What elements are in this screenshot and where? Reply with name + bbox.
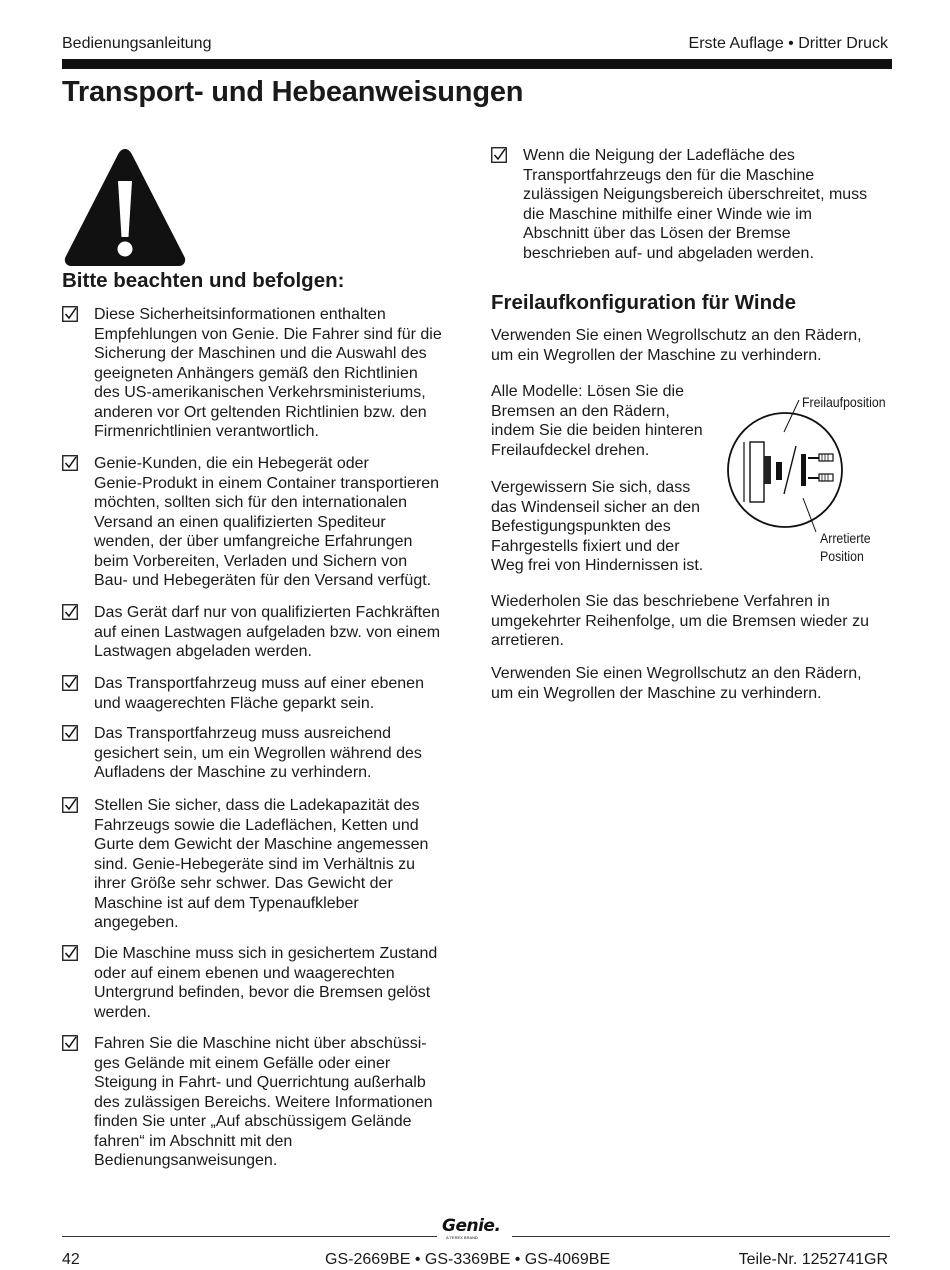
paragraph-line: umgekehrter Reihenfolge, um die Bremsen wieder zu: [491, 612, 869, 630]
list-item-line: ihrer Größe sehr schwer. Das Gewicht der: [94, 875, 393, 892]
genie-logo-tagline: A TEREX BRAND: [446, 1235, 478, 1240]
paragraph-line: Weg frei von Hindernissen ist.: [491, 557, 704, 574]
list-item-line: Empfehlungen von Genie. Die Fahrer sind für die: [94, 325, 442, 343]
list-item-text: [94, 724, 464, 783]
list-item-line: werden.: [94, 1003, 151, 1021]
header-rule: [62, 59, 892, 69]
list-item-line: auf einen Lastwagen aufgeladen bzw. von einem: [94, 623, 441, 641]
paragraph-wheel-chocks: [491, 326, 891, 365]
list-item-line: Diese Sicherheitsinformationen enthalten: [94, 306, 386, 323]
checkbox-checked-icon: [62, 797, 78, 813]
paragraph-line: Verwenden Sie einen Wegrollschutz an den Rädern,: [491, 665, 862, 682]
list-item-line: Abschnitt über das Lösen der Bremse: [523, 225, 791, 242]
list-item-line: Versand an einen qualifizierten Spediteur: [94, 513, 386, 531]
paragraph-winch-cable: [491, 478, 726, 576]
list-item-line: Aufladens der Maschine zu verhindern.: [94, 764, 372, 781]
list-item-line: Bau- und Hebegeräten für den Versand verfügt.: [94, 572, 432, 589]
list-item-line: Gurte dem Gewicht der Maschine angemessen: [94, 836, 429, 853]
list-item-line: Firmenrichtlinien verantwortlich.: [94, 423, 319, 440]
paragraph-line: Befestigungspunkten des: [491, 518, 671, 535]
list-item-line: finden Sie unter „Auf abschüssigem Gelände: [94, 1113, 412, 1130]
footer-rule-left: [62, 1236, 437, 1237]
list-item-line: ges Gelände mit einem Gefälle oder einer: [94, 1054, 391, 1072]
list-item-text: [94, 674, 464, 713]
paragraph-line: um ein Wegrollen der Maschine zu verhindern.: [491, 346, 822, 364]
checkbox-checked-icon: [62, 1035, 78, 1051]
list-item-text: [94, 454, 464, 591]
checkbox-checked-icon: [62, 675, 78, 691]
paragraph-release-brakes: [491, 382, 726, 460]
list-item-text: [94, 944, 464, 1022]
list-item-line: fahren“ im Abschnitt mit den: [94, 1132, 293, 1150]
list-item-line: Das Transportfahrzeug muss auf einer ebenen: [94, 675, 424, 692]
freewheel-diagram: [724, 390, 894, 570]
list-item-line: Transportfahrzeugs den für die Maschine: [523, 166, 815, 184]
list-item-text: [523, 146, 891, 263]
list-item-line: Bedienungsanweisungen.: [94, 1152, 278, 1169]
list-item-text: [94, 796, 464, 933]
list-item-line: Maschine ist auf dem Typenaufkleber: [94, 894, 359, 912]
list-item-line: Wenn die Neigung der Ladefläche des: [523, 147, 795, 164]
footer-rule-right: [512, 1236, 890, 1237]
list-item-line: Stellen Sie sicher, dass die Ladekapazität des: [94, 797, 420, 814]
list-item-line: des zulässigen Bereichs. Weitere Informationen: [94, 1093, 433, 1111]
paragraph-reverse-procedure: [491, 592, 891, 651]
paragraph-line: um ein Wegrollen der Maschine zu verhindern.: [491, 684, 822, 702]
list-item-line: Lastwagen abgeladen werden.: [94, 643, 312, 660]
list-item-line: Genie-Kunden, die ein Hebegerät oder: [94, 455, 369, 472]
header-edition: Erste Auflage • Dritter Druck: [688, 35, 888, 52]
header-manual-title: Bedienungsanleitung: [62, 35, 212, 52]
list-item-line: angegeben.: [94, 914, 179, 931]
list-item-line: Fahren Sie die Maschine nicht über abschüssi-: [94, 1035, 427, 1052]
list-item-line: oder auf einem ebenen und waagerechten: [94, 964, 395, 982]
paragraph-line: Verwenden Sie einen Wegrollschutz an den Rädern,: [491, 327, 862, 344]
checkbox-checked-icon: [491, 147, 507, 163]
warning-triangle-icon: [62, 145, 188, 268]
section-heading-winch: Freilaufkonfiguration für Winde: [491, 291, 797, 314]
list-item-line: und waagerechten Fläche geparkt sein.: [94, 694, 375, 712]
list-item-line: Untergrund befinden, bevor die Bremsen gelöst: [94, 984, 431, 1001]
list-item-line: wenden, der über umfangreiche Erfahrungen: [94, 533, 413, 550]
list-item-line: Die Maschine muss sich in gesichertem Zustand: [94, 945, 438, 962]
list-item-line: Fahrzeugs sowie die Ladeflächen, Ketten und: [94, 816, 419, 834]
checkbox-checked-icon: [62, 725, 78, 741]
footer-part-number: Teile-Nr. 1252741GR: [738, 1251, 888, 1268]
list-item-line: Sicherung der Maschinen und die Auswahl des: [94, 345, 427, 362]
section-heading-safety: Bitte beachten und befolgen:: [62, 269, 345, 292]
paragraph-line: Vergewissern Sie sich, dass: [491, 479, 691, 496]
list-item-line: gesichert sein, um ein Wegrollen während des: [94, 744, 422, 762]
genie-logo: [442, 1218, 508, 1240]
list-item-line: Steigung in Fahrt- und Querrichtung außerhalb: [94, 1074, 426, 1091]
paragraph-line: Freilaufdeckel drehen.: [491, 441, 650, 459]
list-item-line: des US-amerikanischen Verkehrsministeriums,: [94, 384, 426, 401]
paragraph-line: Wiederholen Sie das beschriebene Verfahren in: [491, 593, 830, 610]
list-item-line: beschrieben auf- und abgeladen werden.: [523, 244, 814, 262]
diagram-label-locked-1: Arretierte: [820, 530, 871, 546]
checkbox-checked-icon: [62, 604, 78, 620]
list-item-line: möchten, sollten sich für den internationalen: [94, 494, 408, 511]
diagram-label-freewheel: Freilaufposition: [802, 394, 886, 410]
list-item-text: [94, 603, 464, 662]
list-item-line: die Maschine mithilfe einer Winde wie im: [523, 205, 812, 223]
paragraph-line: Alle Modelle: Lösen Sie die: [491, 383, 685, 400]
page-title: Transport- und Hebeanweisungen: [62, 76, 524, 108]
paragraph-line: das Windenseil sicher an den: [491, 498, 701, 516]
list-item-line: Das Transportfahrzeug muss ausreichend: [94, 725, 392, 742]
paragraph-line: Bremsen an den Rädern,: [491, 402, 670, 420]
list-item-text: [94, 305, 464, 442]
list-item-text: [94, 1034, 464, 1171]
genie-logo-wordmark: Genie.: [442, 1216, 501, 1236]
diagram-label-locked-2: Position: [820, 548, 864, 564]
paragraph-line: arretieren.: [491, 632, 564, 649]
list-item-line: zulässigen Neigungsbereich überschreitet, muss: [523, 186, 868, 203]
footer-models: GS-2669BE • GS-3369BE • GS-4069BE: [325, 1251, 611, 1268]
checkbox-checked-icon: [62, 945, 78, 961]
list-item-line: beim Vorbereiten, Verladen und Sichern von: [94, 552, 408, 570]
paragraph-line: indem Sie die beiden hinteren: [491, 422, 703, 439]
page-number: 42: [62, 1251, 80, 1268]
paragraph-line: Fahrgestells fixiert und der: [491, 537, 680, 555]
paragraph-wheel-chocks-repeat: [491, 664, 891, 703]
list-item-line: anderen vor Ort geltenden Richtlinien bzw. den: [94, 403, 427, 421]
list-item-line: sind. Genie-Hebegeräte sind im Verhältnis zu: [94, 855, 416, 873]
checkbox-checked-icon: [62, 306, 78, 322]
list-item-line: geeigneten Anhängers gemäß den Richtlinien: [94, 364, 418, 382]
list-item-line: Genie-Produkt in einem Container transportieren: [94, 474, 440, 492]
list-item-line: Das Gerät darf nur von qualifizierten Fachkräften: [94, 604, 440, 621]
checkbox-checked-icon: [62, 455, 78, 471]
